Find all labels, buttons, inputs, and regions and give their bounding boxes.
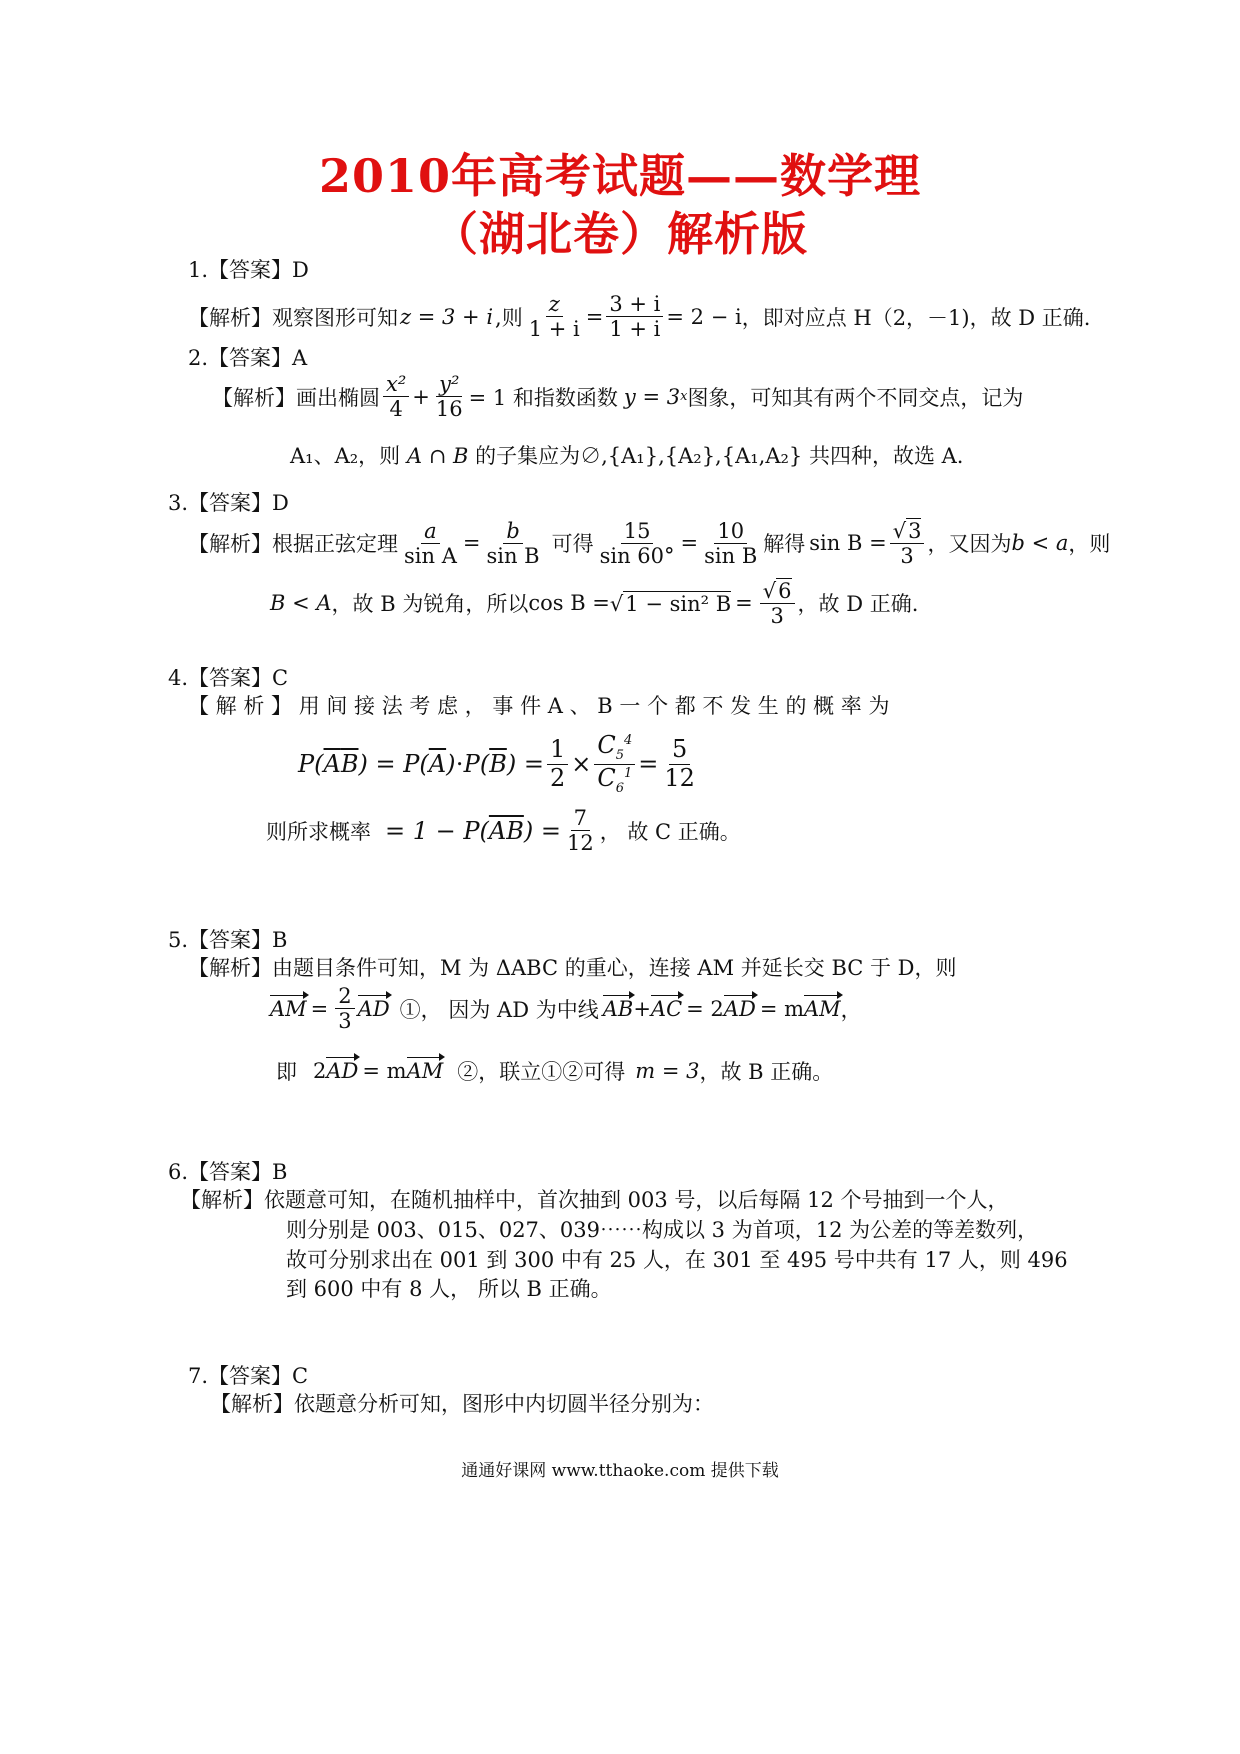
solution-6-line4: 到 600 中有 8 人， 所以 B 正确。 — [286, 1277, 612, 1301]
solution-4-line3: 则所求概率 = 1 − P( $\overline{AB}$ ) = $\frac{7}{12}$ ， 故 C 正确。 — [266, 806, 741, 856]
solution-6-line2: 则分别是 003、015、027、039⋯⋯构成以 3 为首项，12 为公差的等差数列， — [286, 1218, 1039, 1242]
page-footer: 通通好课网 www.tthaoke.com 提供下载 — [461, 1461, 779, 1481]
solution-5-line3: 即 2 AD = m AM ②，联立①②可得 m = 3 ，故 B 正确。 — [276, 1059, 834, 1084]
solution-1: 【解析】观察图形可知 z = 3 + i ,则 $\frac{z}{1 + i}$ = $\frac{3 + i}{1 + i}$ = 2 − i ，即对应点 H（2，－1)，故 D 正确. — [188, 292, 1091, 342]
answer-3: 3.【答案】D — [168, 491, 289, 515]
solution-2-line1: 【解析】画出椭圆 $\frac{\text{x²}}{4}$ + $\frac{\text{y²}}{16}$ = 1 和指数函数 y = 3 x 图象，可知其有两个不同交点，记为 — [212, 372, 1024, 422]
solution-4-line1: 【 解 析 】 用 间 接 法 考 虑 ， 事 件 A 、 B 一 个 都 不 发 生 的 概 率 为 — [188, 694, 890, 718]
solution-2-line2: A₁、A₂，则 A ∩ B 的子集应为∅,{A₁},{A₂},{A₁,A₂} 共四种，故选 A. — [290, 444, 964, 468]
solution-5-line1: 【解析】由题目条件可知，M 为 ΔABC 的重心，连接 AM 并延长交 BC 于 D，则 — [188, 956, 957, 980]
answer-7: 7.【答案】C — [188, 1364, 309, 1388]
answer-1: 1.【答案】D — [188, 258, 309, 282]
solution-4-formula: P( $\overline{A}$ $\overline{B}$ ) = P( $\overline{A}$ )⋅P( $\overline{B}$ ) = $\frac{1}{2}$ × $\frac{C_5^4}{C_6^1}$ = $\frac{5}{12}$ — [298, 731, 695, 796]
answer-4: 4.【答案】C — [168, 666, 289, 690]
solution-7-line1: 【解析】依题意分析可知，图形中内切圆半径分别为： — [210, 1392, 714, 1416]
answer-6: 6.【答案】B — [168, 1160, 288, 1184]
page-subtitle: （湖北卷）解析版 — [432, 207, 808, 261]
solution-6-line1: 【解析】依题意可知，在随机抽样中，首次抽到 003 号，以后每隔 12 个号抽到一个人， — [180, 1188, 1009, 1212]
solution-3-line1: 【解析】根据正弦定理 $\frac{a}{\text{sin A}}$ = $\frac{b}{\text{sin B}}$ 可得 $\frac{15}{\sin 60^\circ}$ = $\frac{10}{\text{sin B}}$ 解得 sin B = $\frac{√3}{3}$ ，又因为 b < a ，则 — [188, 518, 1111, 569]
answer-5: 5.【答案】B — [168, 928, 288, 952]
solution-5-line2: AM = $\frac{2}{3}$ AD ①， 因为 AD 为中线 AB + AC = 2 AD = m AM ， — [270, 984, 862, 1034]
answer-2: 2.【答案】A — [188, 346, 308, 370]
page-title: 2010年高考试题——数学理 — [318, 149, 922, 203]
solution-3-line2: B < A ，故 B 为锐角，所以 cos B = √1 − sin² B = $\frac{√6}{3}$ ，故 D 正确. — [270, 579, 919, 629]
solution-6-line3: 故可分别求出在 001 到 300 中有 25 人，在 301 至 495 号中共有 17 人，则 496 — [286, 1248, 1068, 1272]
